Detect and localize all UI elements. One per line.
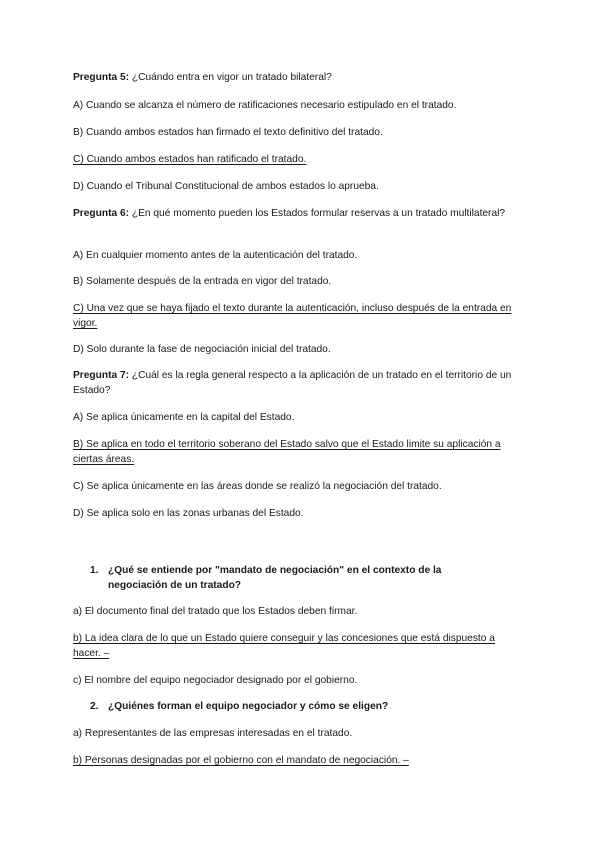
option-1a: a) El documento final del tratado que los Estados deben firmar. <box>73 606 358 617</box>
option-5d: D) Cuando el Tribunal Constitucional de ambos estados lo aprueba. <box>73 181 379 192</box>
question-label: Pregunta 7: <box>73 370 130 381</box>
option-2b-correct: b) Personas designadas por el gobierno con el mandato de negociación. – <box>73 755 409 766</box>
option-1c: c) El nombre del equipo negociador designado por el gobierno. <box>73 675 358 686</box>
option-7d: D) Se aplica solo en las zonas urbanas del Estado. <box>73 508 304 519</box>
numbered-question-1-text: ¿Qué se entiende por "mandato de negociación" en el contexto de la negociación de un tratado? <box>108 565 442 591</box>
option-5a: A) Cuando se alcanza el número de ratificaciones necesario estipulado en el tratado. <box>73 100 457 111</box>
option-2a: a) Representantes de las empresas interesadas en el tratado. <box>73 728 353 739</box>
option-1b-correct: b) La idea clara de lo que un Estado quiere conseguir y las concesiones que está dispuesto a hacer. – <box>73 633 495 659</box>
option-6d: D) Solo durante la fase de negociación inicial del tratado. <box>73 344 331 355</box>
numbered-question-2-number: 2. <box>90 701 99 712</box>
option-7b-correct: B) Se aplica en todo el territorio soberano del Estado salvo que el Estado limite su aplicación a ciertas áreas. <box>73 439 501 465</box>
option-6c-correct: C) Una vez que se haya fijado el texto durante la autenticación, incluso después de la entrada en vigor. <box>73 303 512 329</box>
option-6a: A) En cualquier momento antes de la autenticación del tratado. <box>73 250 358 261</box>
option-7a: A) Se aplica únicamente en la capital del Estado. <box>73 412 295 423</box>
numbered-question-1-number: 1. <box>90 565 99 576</box>
option-5c-correct: C) Cuando ambos estados han ratificado el tratado. <box>73 154 307 165</box>
option-7c: C) Se aplica únicamente en las áreas donde se realizó la negociación del tratado. <box>73 481 442 492</box>
question-label: Pregunta 6: <box>73 208 130 219</box>
question-text: ¿Cuál es la regla general respecto a la aplicación de un tratado en el territorio de un Estado? <box>73 370 512 396</box>
numbered-question-2-text: ¿Quiénes forman el equipo negociador y cómo se eligen? <box>108 701 389 712</box>
question-7 <box>73 368 513 398</box>
option-6b: B) Solamente después de la entrada en vigor del tratado. <box>73 276 332 287</box>
option-5b: B) Cuando ambos estados han firmado el texto definitivo del tratado. <box>73 127 383 138</box>
question-text: ¿Cuándo entra en vigor un tratado bilateral? <box>129 72 332 83</box>
question-text: ¿En qué momento pueden los Estados formular reservas a un tratado multilateral? <box>129 208 506 219</box>
question-5 <box>73 70 513 85</box>
question-6 <box>73 206 513 221</box>
question-label: Pregunta 5: <box>73 72 130 83</box>
